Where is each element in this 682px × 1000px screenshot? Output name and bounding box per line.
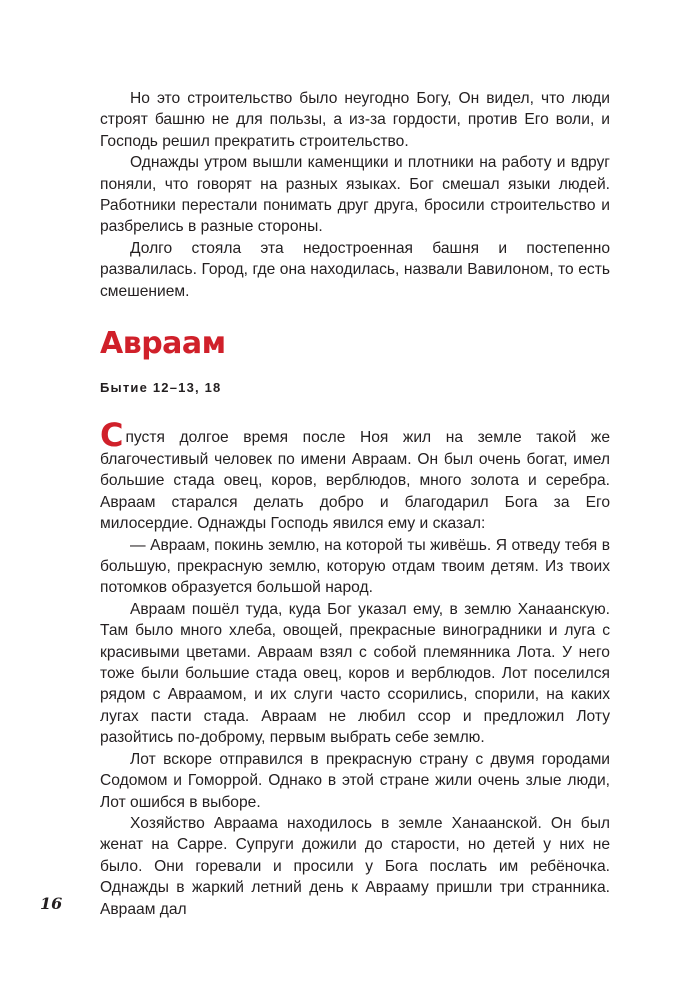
chapter-paragraph: Авраам пошёл туда, куда Бог указал ему, в землю Ханаанскую. Там было много хлеба, овощей, прекрасные виноградники и луга с красивыми цветами. Авраам взял с собой племянника Лота. У него тоже были большие стада овец, коров и верблюдов. Лот поселился рядом с Авраамом, и их слуги часто ссорились, спорили, на каких лугах пасти стада. Авраам не любил ссор и предложил Лоту разойтись по-доброму, первым выбрать себе землю. bbox=[100, 600, 610, 747]
chapter-text bbox=[100, 416, 610, 920]
intro-paragraph: Долго стояла эта недостроенная башня и постепенно развалилась. Город, где она находилась, назвали Вавилоном, то есть смешением. bbox=[100, 239, 610, 300]
chapter-paragraph: — Авраам, покинь землю, на которой ты живёшь. Я отведу тебя в большую, прекрасную землю, которую отдам твоим детям. Из твоих потомков образуется большой народ. bbox=[100, 536, 610, 597]
intro-text bbox=[100, 88, 610, 302]
intro-paragraph: Однажды утром вышли каменщики и плотники на работу и вдруг поняли, что говорят на разных языках. Бог смешал языки людей. Работники перестали понимать друг друга, бросили строительство и разбрелись в разные стороны. bbox=[100, 154, 610, 236]
scripture-reference: Бытие 12–13, 18 bbox=[100, 380, 222, 395]
drop-cap: С bbox=[100, 416, 124, 454]
chapter-paragraph: Лот вскоре отправился в прекрасную страну с двумя городами Содомом и Гоморрой. Однако в этой стране жили очень злые люди, Лот ошибся в выборе. bbox=[100, 750, 610, 811]
chapter-title: Авраам bbox=[100, 326, 226, 361]
page-number: 16 bbox=[40, 894, 63, 913]
intro-paragraph: Но это строительство было неугодно Богу, Он видел, что люди строят башню не для пользы, а из-за гордости, против Его воли, и Господь решил прекратить строительство. bbox=[100, 90, 610, 150]
chapter-paragraph: Хозяйство Авраама находилось в земле Ханаанской. Он был женат на Сарре. Супруги дожили до старости, но детей у них не было. Они горевали и просили у Бога послать им ребёночка. Однажды в жаркий летний день к Аврааму пришли три странника. Авраам дал bbox=[100, 814, 610, 918]
first-paragraph bbox=[100, 416, 610, 535]
first-paragraph-text: пустя долгое время после Ноя жил на земле такой же благочестивый человек по имени Авраам. Он был очень богат, имел большие стада овец, коров, верблюдов, много золота и серебра. Авраам старался делать добро и благодарил Бога за Его милосердие. Однажды Господь явился ему и сказал: bbox=[100, 429, 610, 533]
